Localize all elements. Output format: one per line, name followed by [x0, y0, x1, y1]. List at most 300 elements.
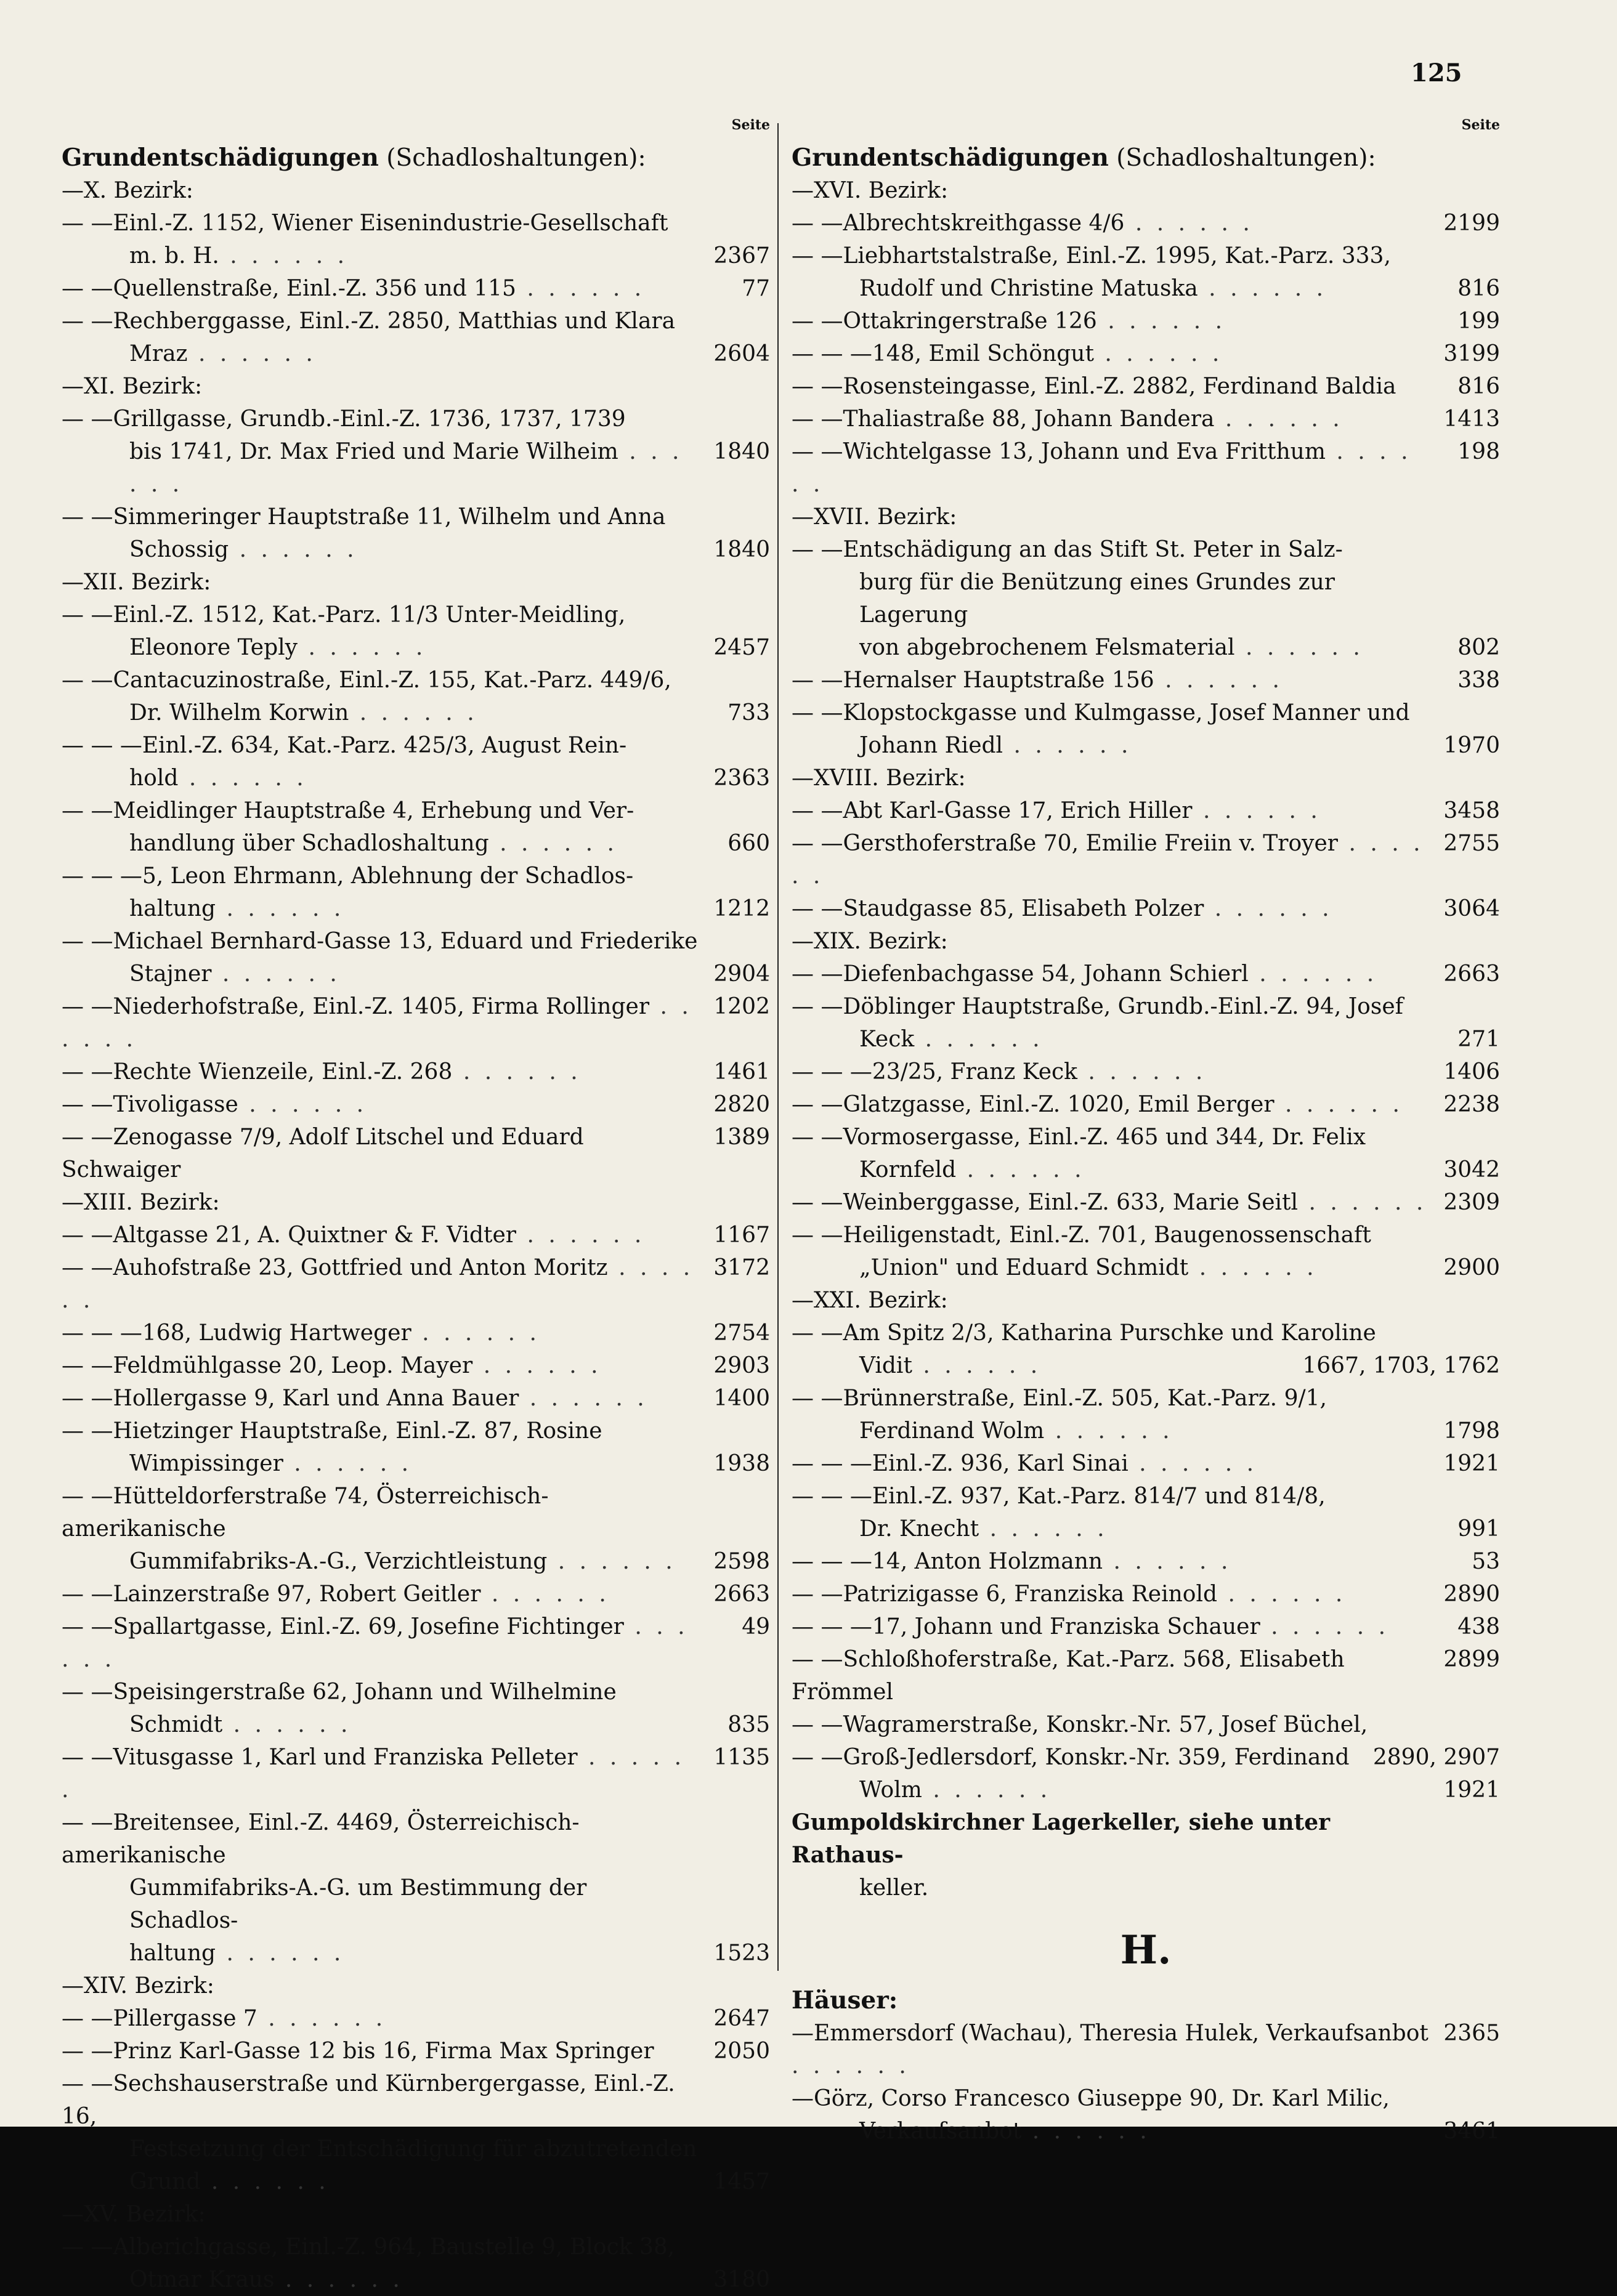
section-heading: Grundentschädigungen (Schadloshaltungen): [62, 144, 646, 172]
entry-dash: — — [62, 2006, 113, 2031]
index-entry [792, 1447, 1500, 1480]
leader-dots: . . . . . . [1188, 1255, 1318, 1280]
entry-text: Schloßhoferstraße, Kat.-Parz. 568, Elisabeth Frömmel [792, 1647, 1345, 1705]
leader-dots: . . . . . . [1021, 2119, 1151, 2144]
page-reference: 3042 [1443, 1157, 1500, 1182]
page-reference: 3199 [1443, 341, 1500, 366]
index-entry [62, 1088, 770, 1121]
entry-text: hold [129, 766, 179, 791]
index-entry [62, 892, 770, 925]
entry-dash: — — [62, 2071, 113, 2096]
page-reference: 1840 [713, 439, 770, 464]
entry-text: Wimpissinger [129, 1451, 283, 1476]
entry-text: XI. Bezirk: [84, 374, 203, 399]
leader-dots: . . . . . . [1096, 309, 1226, 334]
index-entry [62, 1872, 770, 1937]
entry-dash: — — [62, 798, 113, 823]
page-reference: 2890 [1443, 1582, 1500, 1607]
page-reference: 1457 [713, 2169, 770, 2194]
leader-dots: . . . . . . [1274, 1092, 1403, 1117]
leader-dots: . . . . . . [216, 896, 345, 921]
index-entry [792, 892, 1500, 925]
page-reference: 1202 [713, 994, 770, 1019]
index-entry [792, 240, 1500, 272]
index-entry [792, 1480, 1500, 1513]
entry-dash: — — [62, 1255, 113, 1280]
leader-dots: . . . . . . [547, 1549, 676, 1574]
leader-dots: . . . . . . [62, 1255, 694, 1313]
entry-text: Keck [859, 1027, 915, 1052]
leader-dots: . . . . . . [1128, 1451, 1258, 1476]
leader-dots: . . . . . . [1003, 733, 1132, 758]
page-reference: 53 [1472, 1549, 1500, 1574]
index-entry [62, 207, 770, 240]
leader-dots: . . . . . . [792, 439, 1412, 497]
entry-text: Tivoligasse [113, 1092, 238, 1117]
leader-dots: . . . . . . [1192, 798, 1321, 823]
page-reference: 3461 [1443, 2119, 1500, 2144]
index-entry [792, 1774, 1500, 1806]
page-reference: 1135 [713, 1745, 770, 1770]
leader-dots: . . . . . . [519, 1386, 648, 1411]
leader-dots: . . . . . . [912, 1353, 1042, 1378]
entry-text: XVIII. Bezirk: [814, 766, 966, 791]
entry-text: Michael Bernhard-Gasse 13, Eduard und Friederike [113, 929, 698, 954]
page-reference: 2199 [1443, 211, 1500, 236]
page-reference: 816 [1457, 374, 1500, 399]
entry-dash: — — [62, 668, 113, 693]
entry-text: Ferdinand Wolm [859, 1418, 1045, 1444]
leader-dots: . . . . . . [298, 635, 427, 660]
haeuser-entries [792, 2017, 1500, 2148]
index-entry [792, 1643, 1500, 1708]
index-entry [62, 1219, 770, 1251]
entry-dash: — [62, 570, 84, 595]
page-reference: 1523 [713, 1941, 770, 1966]
entry-dash: — — — [792, 1484, 872, 1509]
entry-text: Dr. Wilhelm Korwin [129, 700, 349, 726]
right-column [792, 117, 1500, 2148]
entry-text: Eleonore Teply [129, 635, 298, 660]
leader-dots: . . . . . . [411, 1320, 540, 1346]
leader-dots: . . . . . . [1154, 668, 1283, 693]
index-entry [792, 1611, 1500, 1643]
page-reference: 2598 [713, 1549, 770, 1574]
leader-dots: . . . . . . [1124, 211, 1254, 236]
page-reference: 1413 [1443, 406, 1500, 432]
page-reference: 1798 [1443, 1418, 1500, 1444]
index-entry [792, 1578, 1500, 1611]
leader-dots: . . . . . . [222, 1712, 352, 1737]
leader-dots: . . . . . . [956, 1157, 1085, 1182]
entry-text: Glatzgasse, Einl.-Z. 1020, Emil Berger [843, 1092, 1275, 1117]
leader-dots: . . . . . . [922, 1777, 1052, 1803]
page-reference: 1970 [1443, 733, 1500, 758]
entry-dash: — — [62, 2234, 113, 2260]
index-entry [792, 566, 1500, 631]
index-entry [62, 1251, 770, 1317]
leader-dots: . . . . . . [283, 1451, 413, 1476]
entry-text: Vormosergasse, Einl.-Z. 465 und 344, Dr. Felix [843, 1125, 1366, 1150]
entry-dash: — — [792, 961, 843, 987]
index-entry [792, 1284, 1500, 1317]
entry-text: Zenogasse 7/9, Adolf Litschel und Eduard Schwaiger [62, 1125, 584, 1182]
entry-dash: — [62, 1973, 84, 1999]
entry-dash: — — [792, 668, 843, 693]
index-entry [792, 1349, 1500, 1382]
index-entry [62, 794, 770, 827]
leader-dots: . . . . . . [1103, 1549, 1232, 1574]
entry-text: XXI. Bezirk: [814, 1288, 948, 1313]
leader-dots: . . . . . . [349, 700, 478, 726]
entry-text: 168, Ludwig Hartweger [142, 1320, 411, 1346]
page-reference: 2363 [713, 766, 770, 791]
entry-text: Klopstockgasse und Kulmgasse, Josef Manner und [843, 700, 1410, 726]
entry-dash: — — [62, 602, 113, 628]
left-column [62, 117, 770, 2296]
entry-text: Simmeringer Hauptstraße 11, Wilhelm und Anna [113, 504, 666, 530]
index-entry [62, 305, 770, 338]
entry-text: Rosensteingasse, Einl.-Z. 2882, Ferdinand Baldia [843, 374, 1396, 399]
leader-dots: . . . . . . [238, 1092, 368, 1117]
leader-dots: . . . . . . [257, 2006, 387, 2031]
page-reference: 2604 [713, 341, 770, 366]
entry-dash: — — [62, 2039, 113, 2064]
index-entry [792, 207, 1500, 240]
entry-dash: — [792, 2021, 814, 2046]
index-entry [792, 1708, 1500, 1741]
index-entry [792, 338, 1500, 370]
index-entry [792, 501, 1500, 533]
column-divider [777, 123, 779, 1971]
entry-text: Einl.-Z. 936, Karl Sinai [872, 1451, 1129, 1476]
leader-dots: . . . . . . [216, 1941, 345, 1966]
index-entry [62, 1349, 770, 1382]
entry-dash: — — — [792, 1614, 872, 1639]
leader-dots: . . . . . . [62, 994, 692, 1052]
entry-text: Feldmühlgasse 20, Leop. Mayer [113, 1353, 473, 1378]
index-entry [792, 1415, 1500, 1447]
leader-dots: . . . . . . [792, 831, 1424, 889]
index-entry [62, 925, 770, 958]
entry-dash: — [62, 374, 84, 399]
entry-text: Thaliastraße 88, Johann Bandera [843, 406, 1215, 432]
index-entry [62, 697, 770, 729]
entry-text: Wolm [859, 1777, 922, 1803]
index-entry [62, 827, 770, 860]
entry-dash: — — [792, 1582, 843, 1607]
entry-text: XIV. Bezirk: [84, 1973, 214, 1999]
entry-text: Wichtelgasse 13, Johann und Eva Fritthum [843, 439, 1326, 464]
index-entry [62, 1611, 770, 1676]
leader-dots: . . . . . . [229, 537, 358, 562]
index-entry [62, 1480, 770, 1545]
entry-dash: — — — [62, 863, 142, 889]
entry-text: Brünnerstraße, Einl.-Z. 505, Kat.-Parz. 9/1, [843, 1386, 1327, 1411]
page-reference: 77 [742, 276, 770, 301]
index-entry [792, 631, 1500, 664]
index-entry [62, 1186, 770, 1219]
index-entry [62, 1382, 770, 1415]
index-entry [792, 272, 1500, 305]
leader-dots: . . . . . . [178, 766, 307, 791]
entry-dash: — — [62, 1810, 113, 1835]
section-letter: H. [1120, 1927, 1172, 1973]
page-reference: 2365 [1443, 2021, 1500, 2046]
entry-dash: — — [792, 406, 843, 432]
entry-text: haltung [129, 896, 216, 921]
index-entry [62, 2133, 770, 2165]
leader-dots: . . . . . . [1204, 896, 1333, 921]
entry-dash: — — [792, 831, 843, 856]
entry-dash: — — — [62, 1320, 142, 1346]
index-entry [792, 533, 1500, 566]
page-reference: 3180 [713, 2267, 770, 2292]
index-entry [792, 1121, 1500, 1154]
index-entry [792, 403, 1500, 435]
entry-text: Liebhartstalstraße, Einl.-Z. 1995, Kat.-Parz. 333, [843, 243, 1391, 269]
index-entry [62, 958, 770, 990]
page-reference: 2755 [1443, 831, 1500, 856]
index-entry [792, 1317, 1500, 1349]
page-reference: 2904 [713, 961, 770, 987]
entry-dash: — [792, 929, 814, 954]
page-reference: 1400 [713, 1386, 770, 1411]
entry-dash: — — [62, 1418, 113, 1444]
entry-text: Einl.-Z. 937, Kat.-Parz. 814/7 und 814/8, [872, 1484, 1326, 1509]
entry-dash: — — [792, 243, 843, 269]
entry-dash: — — — [792, 1059, 872, 1085]
index-entry [792, 1219, 1500, 1251]
index-entry [792, 305, 1500, 338]
index-entry [792, 370, 1500, 403]
page-reference: 1461 [713, 1059, 770, 1085]
entry-text: Görz, Corso Francesco Giuseppe 90, Dr. Karl Milic, [814, 2086, 1390, 2111]
entry-text: Pillergasse 7 [113, 2006, 257, 2031]
entry-dash: — [62, 1190, 84, 1215]
index-entry [792, 2017, 1500, 2082]
entry-text: Heiligenstadt, Einl.-Z. 701, Baugenossenschaft [843, 1223, 1371, 1248]
entry-text: Dr. Knecht [859, 1516, 979, 1542]
page-reference: 338 [1457, 668, 1500, 693]
entry-text: Staudgasse 85, Elisabeth Polzer [843, 896, 1204, 921]
leader-dots: . . . . . . [1077, 1059, 1207, 1085]
entry-text: Gersthoferstraße 70, Emilie Freiin v. Troyer [843, 831, 1339, 856]
entry-dash: — — — [792, 1549, 872, 1574]
index-entry [792, 1056, 1500, 1088]
entry-dash: — — [792, 1190, 843, 1215]
index-entry [62, 174, 770, 207]
leader-dots: . . . . . . [274, 2267, 403, 2292]
entry-text: Schossig [129, 537, 229, 562]
entry-text: Gummifabriks-A.-G. um Bestimmung der Schadlos- [129, 1875, 587, 1933]
index-entry [62, 1317, 770, 1349]
index-entry [62, 2231, 770, 2263]
entry-dash: — — [62, 994, 113, 1019]
index-entry [792, 1186, 1500, 1219]
index-entry [792, 990, 1500, 1023]
leader-dots: . . . . . . [1217, 1582, 1347, 1607]
entry-text: XVII. Bezirk: [814, 504, 957, 530]
index-entry [62, 2035, 770, 2068]
entry-dash: — — [792, 211, 843, 236]
page-reference: 660 [727, 831, 770, 856]
left-entries [62, 174, 770, 2296]
entry-dash: — — [792, 1125, 843, 1150]
page-reference: 1406 [1443, 1059, 1500, 1085]
page-reference: 2820 [713, 1092, 770, 1117]
entry-dash: — — [62, 1386, 113, 1411]
index-entry [792, 1513, 1500, 1545]
page-reference: 2900 [1443, 1255, 1500, 1280]
leader-dots: . . . . . . [516, 276, 646, 301]
leader-dots: . . . . . . [472, 1353, 602, 1378]
page-reference: 438 [1457, 1614, 1500, 1639]
index-entry [792, 1251, 1500, 1284]
page-reference: 49 [742, 1614, 770, 1639]
entry-dash: — — [62, 211, 113, 236]
entry-dash: — [62, 2202, 84, 2227]
index-entry [62, 403, 770, 435]
leader-dots: . . . . . . [452, 1059, 582, 1085]
index-entry [792, 1154, 1500, 1186]
section-heading: Grundentschädigungen (Schadloshaltungen): [792, 144, 1376, 172]
seite-label: Seite [1461, 117, 1500, 133]
index-entry [792, 827, 1500, 892]
leader-dots: . . . . . . [62, 1745, 686, 1803]
index-entry [62, 599, 770, 631]
page-reference: 1167 [713, 1223, 770, 1248]
entry-text: Johann Riedl [859, 733, 1003, 758]
entry-text: XIX. Bezirk: [814, 929, 948, 954]
entry-text: Altgasse 21, A. Quixtner & F. Vidter [113, 1223, 516, 1248]
page-reference: 1921 [1443, 1451, 1500, 1476]
entry-text: Hollergasse 9, Karl und Anna Bauer [113, 1386, 519, 1411]
leader-dots: . . . . . . [1260, 1614, 1390, 1639]
entry-text: Am Spitz 2/3, Katharina Purschke und Karoline [843, 1320, 1376, 1346]
index-entry [792, 925, 1500, 958]
entry-dash: — [792, 766, 814, 791]
page-reference: 802 [1457, 635, 1500, 660]
page-reference: 2663 [713, 1582, 770, 1607]
index-entry [62, 1676, 770, 1708]
page-reference: 2050 [713, 2039, 770, 2064]
entry-dash: — — [792, 1320, 843, 1346]
index-entry [62, 435, 770, 501]
index-entry [62, 1415, 770, 1447]
entry-text: Entschädigung an das Stift St. Peter in Salz- [843, 537, 1343, 562]
entry-text: Spallartgasse, Einl.-Z. 69, Josefine Fichtinger [113, 1614, 624, 1639]
page-reference: 2647 [713, 2006, 770, 2031]
entry-text: Rechte Wienzeile, Einl.-Z. 268 [113, 1059, 453, 1085]
haeuser-heading: Häuser: [792, 1986, 898, 2015]
entry-dash: — — [62, 406, 113, 432]
index-entry [62, 338, 770, 370]
index-entry [62, 1545, 770, 1578]
entry-text: 5, Leon Ehrmann, Ablehnung der Schadlos- [142, 863, 634, 889]
entry-text: Döblinger Hauptstraße, Grundb.-Einl.-Z. 94, Josef [843, 994, 1403, 1019]
index-entry [792, 1088, 1500, 1121]
index-entry [62, 2198, 770, 2231]
index-entry [62, 272, 770, 305]
index-entry [62, 2165, 770, 2198]
page-reference: 2309 [1443, 1190, 1500, 1215]
entry-dash: — — [792, 896, 843, 921]
entry-dash: — [62, 178, 84, 203]
page-reference: 2238 [1443, 1092, 1500, 1117]
entry-text: Groß-Jedlersdorf, Konskr.-Nr. 359, Ferdinand [843, 1745, 1350, 1770]
index-entry [62, 1937, 770, 1970]
entry-text: haltung [129, 1941, 216, 1966]
index-entry [62, 2263, 770, 2296]
leader-dots: . . . . . . [516, 1223, 646, 1248]
entry-dash: — — — [792, 341, 872, 366]
index-entry [62, 2002, 770, 2035]
index-entry [792, 1741, 1500, 1774]
page-reference: 733 [727, 700, 770, 726]
entry-dash: — — [792, 994, 843, 1019]
page-reference: 1389 [713, 1125, 770, 1150]
entry-text: bis 1741, Dr. Max Fried und Marie Wilheim [129, 439, 618, 464]
index-entry [62, 533, 770, 566]
index-entry [62, 1056, 770, 1088]
leader-dots: . . . . . . [1044, 1418, 1173, 1444]
index-entry [62, 729, 770, 762]
index-entry [62, 1741, 770, 1806]
page-reference: 1921 [1443, 1777, 1500, 1803]
page-reference: 1212 [713, 896, 770, 921]
leader-dots: . . . . . . [187, 341, 317, 366]
entry-dash: — — [792, 1712, 843, 1737]
index-entry [62, 2068, 770, 2133]
entry-text: Diefenbachgasse 54, Johann Schierl [843, 961, 1249, 987]
entry-dash: — [792, 178, 814, 203]
entry-text: Rudolf und Christine Matuska [859, 276, 1198, 301]
entry-dash: — — [62, 929, 113, 954]
entry-text: Prinz Karl-Gasse 12 bis 16, Firma Max Springer [113, 2039, 654, 2064]
leader-dots: . . . . . . [200, 2169, 330, 2194]
entry-text: X. Bezirk: [84, 178, 193, 203]
entry-text: Weinberggasse, Einl.-Z. 633, Marie Seitl [843, 1190, 1298, 1215]
entry-text: Mraz [129, 341, 188, 366]
leader-dots: . . . . . . [488, 831, 618, 856]
page-reference: 2367 [713, 243, 770, 269]
entry-text: Speisingerstraße 62, Johann und Wilhelmine [113, 1680, 617, 1705]
index-entry [792, 762, 1500, 794]
entry-dash: — — [62, 504, 113, 530]
entry-dash: — [792, 1288, 814, 1313]
index-entry [62, 1578, 770, 1611]
leader-dots: . . . . . . [1248, 961, 1378, 987]
page-reference: 2663 [1443, 961, 1500, 987]
index-entry [792, 174, 1500, 207]
entry-text: Lainzerstraße 97, Robert Geitler [113, 1582, 481, 1607]
entry-text: Gummifabriks-A.-G., Verzichtleistung [129, 1549, 548, 1574]
index-entry [792, 2082, 1500, 2115]
page-reference: 198 [1457, 439, 1500, 464]
page-reference: 816 [1457, 276, 1500, 301]
entry-dash: — — [792, 1092, 843, 1117]
entry-text: Otmar Kraus [129, 2267, 275, 2292]
right-entries: —XVI. Bezirk: — —Albrechtskreithgasse 4/6 . . . . . . 2199 — —Liebhartstalstraße, Einl.-Z. 1995, Kat.-Parz. 333, Rudolf und Christine Matuska . . . . . . 816 — —Ottakringerstraße 126 . . . . . . 199 — — —148, Emil Schöngut . . . . . . 3199 — —Rosensteingasse, Einl.-Z. 2882, Ferdinand Baldia 816 — —Thaliastraße 88, Johann Bandera . . . . . . 1413 — —Wichtelgasse 13, Johann und Eva Fritthum . . . . . . 198 —XVII. Bezirk: — —Entschädigung an das Stift St. Peter in Salz- burg für die Benützung eines Grundes zur Lagerung von abgebrochenem Felsmaterial . . . . . . 802 — —Hernalser Hauptstraße 156 . . . . . . 338 — —Klopstockgasse und Kulmgasse, Josef Manner und Johann Riedl . . . . . . 1970 —XVIII. Bezirk: — —Abt Karl-Gasse 17, Erich Hiller . . . . . . 3458 — —Gersthoferstraße 70, Emilie Freiin v. Troyer . . . . . . 2755 — —Staudgasse 85, Elisabeth Polzer . . . . . . 3064 —XIX. Bezirk: — —Diefenbachgasse 54, Johann Schierl . . . . . . 2663 — —Döblinger Hauptstraße, Grundb.-Einl.-Z. 94, Josef Keck . . . . . . 271 — — —23/25, Franz Keck . . . . . . 1406 — —Glatzgasse, Einl.-Z. 1020, Emil Berger . . . . . . 2238 — —Vormosergasse, Einl.-Z. 465 und 344, Dr. Felix Kornfeld . . . . . . 3042 — —Weinberggasse, Einl.-Z. 633, Marie Seitl . . . . . . 2309 — —Heiligenstadt, Einl.-Z. 701, Baugenossenschaft „Union" und Eduard Schmidt . . . . . . 2900 —XXI. Bezirk: — —Am Spitz 2/3, Katharina Purschke und Karoline Vidit . . . . . . 1667, 1703, 1762 — —Brünnerstraße, Einl.-Z. 505, Kat.-Parz. 9/1, Ferdinand Wolm . . . . . . 1798 — — —Einl.-Z. 936, Karl Sinai . . . . . . 1921 — — —Einl.-Z. 937, Kat.-Parz. 814/7 und 814/8, Dr. Knecht . . . . . . 991 — — —14, Anton Holzmann . . . . . . 53 — —Patrizigasse 6, Franziska Reinold . . . . . . 2890 — — —17, Johann und Franziska Schauer . . . . . . 438 — —Schloßhoferstraße, Kat.-Parz. 568, Elisabeth Frömmel 2899 — —Wagramerstraße, Konskr.-Nr. 57, Josef Büchel, 2890, 2907 — —Groß-Jedlersdorf, Konskr.-Nr. 359, Ferdinand Wolm . . . . . . 1921 [792, 174, 1500, 1806]
entry-dash: — — [62, 1614, 113, 1639]
index-entry [792, 664, 1500, 697]
entry-text: Breitensee, Einl.-Z. 4469, Österreichisch-amerikanische [62, 1810, 580, 1868]
gumpold-entry: Gumpoldskirchner Lagerkeller, siehe unter Rathaus- [792, 1809, 1331, 1868]
entry-text: Rechberggasse, Einl.-Z. 2850, Matthias und Klara [113, 309, 676, 334]
entry-dash: — — [792, 439, 843, 464]
entry-dash: — — [62, 276, 113, 301]
